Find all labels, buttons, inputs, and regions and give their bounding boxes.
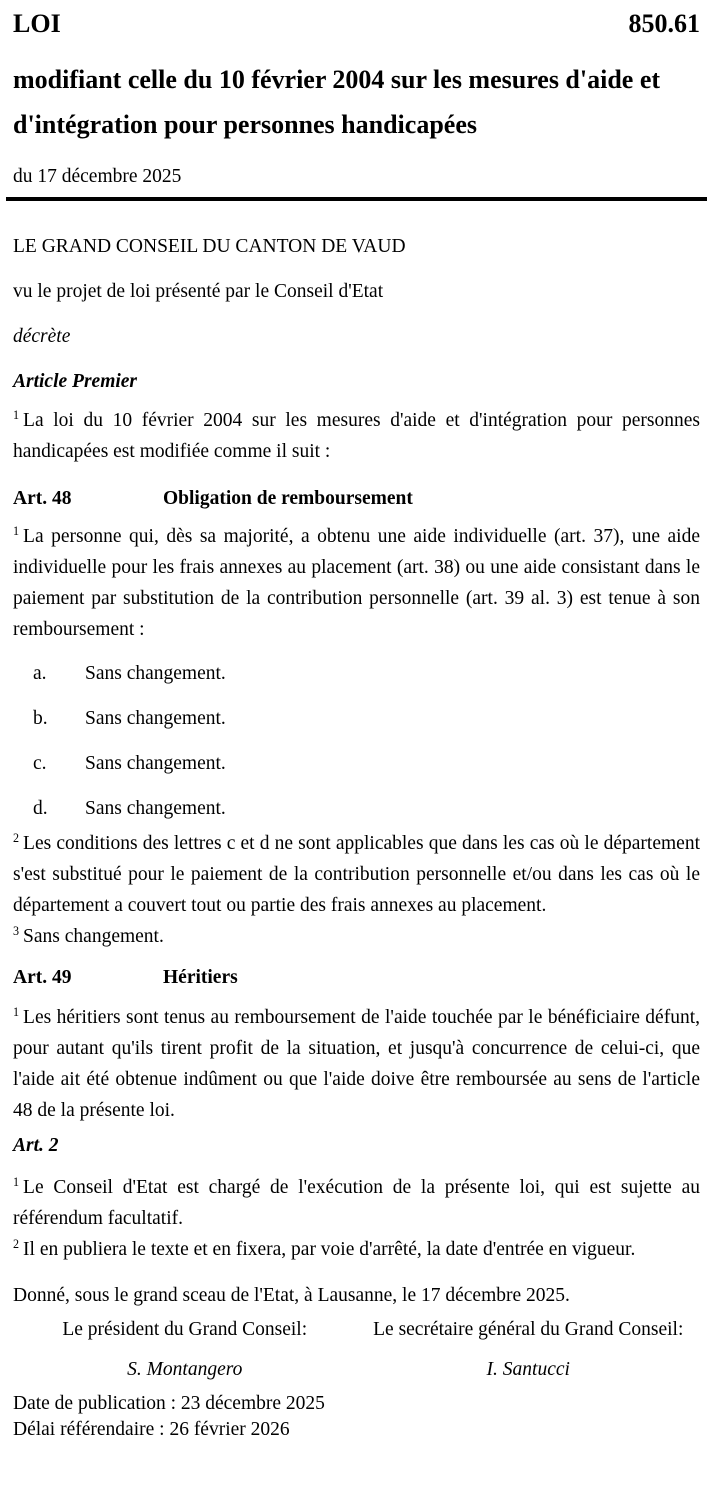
secretary-signature: I. Santucci [486, 1359, 570, 1380]
paragraph-number: 1 [13, 407, 20, 422]
list-item-text: Sans changement. [85, 708, 226, 729]
referendum-deadline-line: Délai référendaire : 26 février 2026 [13, 1419, 290, 1440]
art-2-paragraph-1 [13, 1172, 700, 1234]
list-item [33, 703, 700, 734]
paragraph-number: 1 [13, 523, 20, 538]
paragraph-number: 2 [13, 830, 20, 845]
given-under-seal-line: Donné, sous le grand sceau de l'Etat, à Lausanne, le 17 décembre 2025. [13, 1285, 570, 1306]
paragraph-number: 2 [13, 1236, 20, 1251]
decree-word: décrète [13, 326, 71, 347]
list-item [33, 658, 700, 689]
article-premier-paragraph [13, 405, 700, 467]
art-49-number: Art. 49 [13, 967, 72, 988]
secretary-title: Le secrétaire général du Grand Conseil: [373, 1319, 684, 1340]
paragraph-text: Sans changement. [23, 926, 164, 947]
president-title: Le président du Grand Conseil: [62, 1319, 308, 1340]
doc-type-label: LOI [13, 9, 61, 38]
art-48-title: Obligation de remboursement [163, 488, 413, 509]
signature-titles-row [13, 1317, 700, 1343]
doc-date: du 17 décembre 2025 [13, 166, 182, 187]
list-item-label: b. [33, 708, 48, 729]
list-item-label: a. [33, 663, 47, 684]
paragraph-text: Le Conseil d'Etat est chargé de l'exécution de la présente loi, qui est sujette au référendum facultatif. [13, 1177, 700, 1229]
list-item [33, 793, 700, 824]
paragraph-number: 1 [13, 1174, 20, 1189]
publication-date-line: Date de publication : 23 décembre 2025 [13, 1393, 325, 1414]
art-48-heading [13, 486, 700, 512]
art-48-number: Art. 48 [13, 488, 72, 509]
project-line: vu le projet de loi présenté par le Conseil d'Etat [13, 281, 384, 302]
art-48-paragraph-2 [13, 828, 700, 921]
art-2-heading: Art. 2 [13, 1135, 59, 1156]
list-item-text: Sans changement. [85, 663, 226, 684]
paragraph-text: Il en publiera le texte et en fixera, par voie d'arrêté, la date d'entrée en vigueur. [23, 1239, 636, 1260]
paragraph-text: La loi du 10 février 2004 sur les mesures d'aide et d'intégration pour personnes handicapées est modifiée comme il suit : [13, 410, 700, 462]
paragraph-number: 3 [13, 923, 20, 938]
art-48-paragraph-1 [13, 521, 700, 645]
header-divider-rule [6, 197, 707, 201]
list-item [33, 748, 700, 779]
council-line: LE GRAND CONSEIL DU CANTON DE VAUD [13, 236, 406, 257]
paragraph-number: 1 [13, 1004, 20, 1019]
list-item-text: Sans changement. [85, 798, 226, 819]
doc-number: 850.61 [628, 9, 700, 38]
paragraph-text: La personne qui, dès sa majorité, a obtenu une aide individuelle (art. 37), une aide individuelle pour les frais annexes au placement (art. 38) ou une aide consistant dans le paiement par substitution de la contribution personnelle (art. 39 al. 3) est tenue à son remboursement : [13, 526, 700, 640]
document-header [13, 8, 700, 39]
doc-title: modifiant celle du 10 février 2004 sur les mesures d'aide et d'intégration pour personnes handicapées [13, 65, 661, 139]
president-signature: S. Montangero [127, 1359, 243, 1380]
art-49-title: Héritiers [163, 967, 238, 988]
article-premier-heading: Article Premier [13, 371, 138, 392]
art-2-paragraph-2 [13, 1234, 700, 1265]
paragraph-text: Les héritiers sont tenus au remboursement de l'aide touchée par le bénéficiaire défunt, pour autant qu'ils tirent profit de la situation, et jusqu'à concurrence de celui-ci, que l'aide ait été obtenue indûment ou que l'aide doive être remboursée au sens de l'article 48 de la présente loi. [13, 1007, 700, 1121]
art-48-letter-list [13, 658, 700, 824]
list-item-label: d. [33, 798, 48, 819]
art-48-paragraph-3 [13, 921, 700, 952]
list-item-text: Sans changement. [85, 753, 226, 774]
paragraph-text: Les conditions des lettres c et d ne sont applicables que dans les cas où le département s'est substitué pour le paiement de la contribution personnelle et/ou dans les cas où le département a couvert tout ou partie des frais annexes au placement. [13, 833, 700, 916]
signature-names-row [13, 1357, 700, 1383]
art-49-heading [13, 965, 700, 991]
art-49-paragraph-1 [13, 1002, 700, 1126]
list-item-label: c. [33, 753, 47, 774]
